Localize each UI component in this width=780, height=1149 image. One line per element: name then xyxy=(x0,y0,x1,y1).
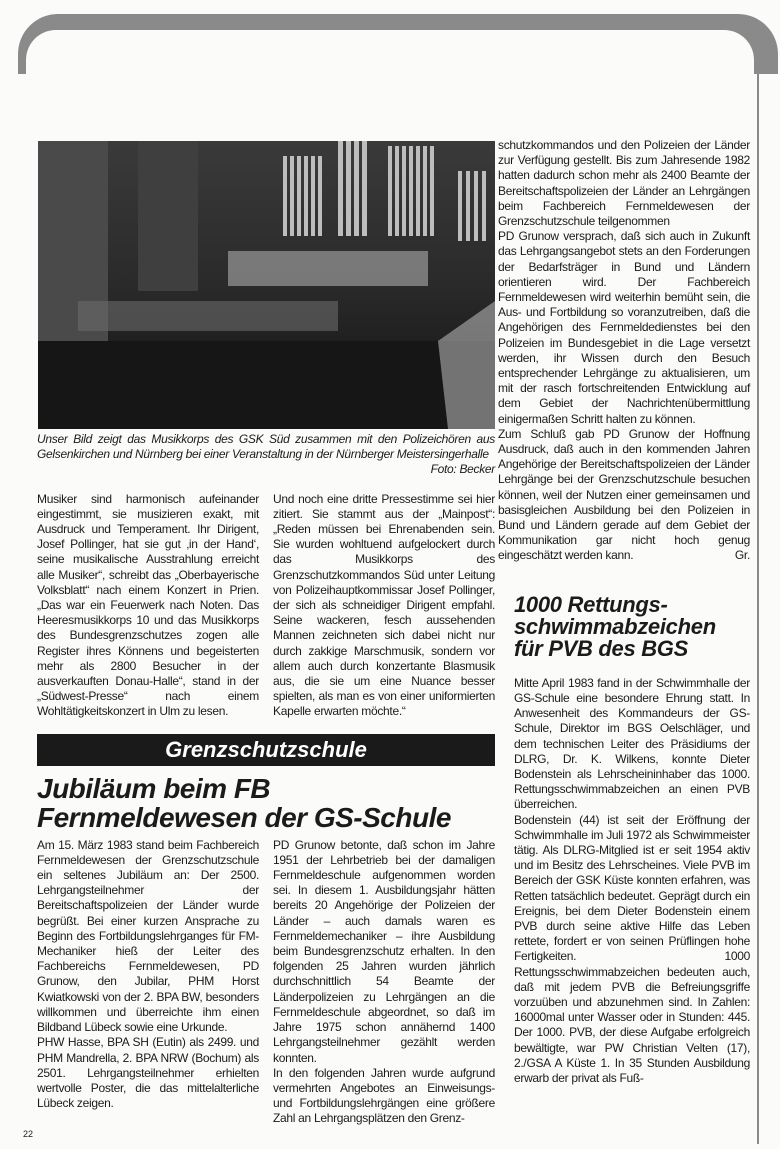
article2-column-3 xyxy=(498,138,750,564)
paragraph xyxy=(498,427,750,564)
article2-headline: Jubiläum beim FB Fernmeldewesen der GS-Schule xyxy=(37,772,451,833)
article1-column-2 xyxy=(273,492,495,720)
article3-headline: 1000 Rettungs-schwimmabzeichen für PVB des BGS xyxy=(514,591,716,661)
article2-column-2 xyxy=(273,838,495,1127)
header-inner xyxy=(26,30,754,90)
paragraph: Musiker sind harmonisch aufeinander eingestimmt, sie musizieren exakt, mit Ausdruck und Temperament. Ihr Dirigent, Josef Pollinger, hat sie gut ‚in der Hand‘, seine musikalische Ausstrahlung erreicht alle Musiker“, schreibt das „Oberbayerische Volksblatt“ nach einem Konzert in Prien. „Das war ein Feuerwerk nach Noten. Das Heeresmusikkorps 10 und das Musikkorps des Bundesgrenzschutzes zogen alle Register ihres Könnens und begeisterten mehr als 2800 Besucher in der ausverkauften Donau-Halle“, stand in der „Südwest-Presse“ nach einem Wohltätigkeitskonzert in Ulm zu lesen. xyxy=(37,491,259,719)
article1-column-1 xyxy=(37,492,259,720)
photo-credit: Foto: Becker xyxy=(430,462,495,477)
paragraph: PHW Hasse, BPA SH (Eutin) als 2499. und PHM Mandrella, 2. BPA NRW (Bochum) als 2501. Lehrgangsteilnehmer erhielten wertvolle Poster, die das mittelalterliche Lübeck zeigen. xyxy=(37,1035,259,1111)
paragraph-text: Zum Schluß gab PD Grunow der Hoffnung Ausdruck, daß auch in den kommenden Jahren Angehörige der Bereitschaftspolizeien der Länder Lehrgänge bei der Grenzschutzschule besuchen können, weil der Nutzen einer gemeinsamen und basisgleichen Ausbildung bei den Polizeien in Bund und Ländern gerade auf dem Gebiet der Kommunikation gar nicht hoch genug eingeschätzt werden kann. xyxy=(498,426,750,563)
page-border-rule xyxy=(757,50,759,1144)
paragraph: schutzkommandos und den Polizeien der Länder zur Verfügung gestellt. Bis zum Jahresende 1982 hatten dadurch schon mehr als 2400 Beamte der Bereitschaftspolizeien der Länder an Lehrgängen beim Fachbereich Fernmeldewesen der Grenzschutzschule teilgenommen xyxy=(498,138,750,229)
article3-column xyxy=(514,676,750,1086)
paragraph: Bodenstein (44) ist seit der Eröffnung der Schwimmhalle im Juli 1972 als Schwimmeister tätig. Als DLRG-Mitglied ist er seit 1954 aktiv und im Besitz des Lehrscheines. Viele PVB im Bereich der GSK Küste konnten erfahren, was Retten tatsächlich bedeutet. Geprägt durch ein Ereignis, bei dem Dieter Bodenstein einem PVB durch seine aktive Hilfe das Leben rettete, fordert er von seinen Prüflingen hohe Fertigkeiten. 1000 Rettungsschwimmabzeichen bedeuten auch, daß mit jedem PVB die Befreiungsgriffe vorzuüben und abzunehmen sind. In Zahlen: 16000mal unter Wasser oder in Stunden: 445. Der 1000. PVB, der diese Aufgabe erfolgreich bewältigte, war PW Christian Velten (17), 2./GSA A Küste 1. In 35 Stunden Ausbildung erwarb der privat als Fuß- xyxy=(514,812,750,1085)
article1 xyxy=(37,492,495,720)
paragraph: In den folgenden Jahren wurde aufgrund vermehrten Angebotes an Einweisungs- und Fortbildungslehrgängen eine größere Zahl an Lehrgangsplätzen den Grenz- xyxy=(273,1065,495,1126)
article2 xyxy=(37,838,495,1127)
article2-column-1 xyxy=(37,838,259,1127)
section-banner: Grenzschutzschule xyxy=(37,734,495,766)
paragraph: Am 15. März 1983 stand beim Fachbereich Fernmeldewesen der Grenzschutzschule ein seltenes Jubiläum an: Der 2500. Lehrgangsteilnehmer der Bereitschaftspolizeien der Länder wurde begrüßt. Bei einer kurzen Ansprache zu Beginn des Fortbildungslehrganges für FM-Mechaniker hieß der Leiter des Fachbereichs Fernmeldewesen, PD Grunow, den Jubilar, PHM Horst Kwiatkowski von der 2. BPA BW, besonders willkommen und überreichte ihm einen Bildband Lübeck sowie eine Urkunde. xyxy=(37,837,259,1035)
left-flow xyxy=(23,432,495,1149)
paragraph: PD Grunow betonte, daß schon im Jahre 1951 der Lehrbetrieb bei der damaligen Fernmeldeschule aufgenommen worden sei. In diesem 1. Ausbildungsjahr hätten bereits 20 Angehörige der Polizeien der Länder – auch damals waren es Fernmeldemechaniker – ihre Ausbildung beim Bundesgrenzschutz erhalten. In den folgenden 25 Jahren wurden jährlich durchschnittlich 54 Beamte der Länderpolizeien zu Lehrgängen an die Fernmeldeschule abgeordnet, so daß im Jahre 1975 schon annähernd 1400 Lehrgangsteilnehmer gezählt werden konnten. xyxy=(273,837,495,1065)
author-signature: Gr. xyxy=(734,548,750,563)
page-number: 22 xyxy=(23,1128,34,1139)
paragraph: Und noch eine dritte Pressestimme sei hier zitiert. Sie stammt aus der „Mainpost“: „Reden müssen bei Ehrenabenden sein. Sie wurden wohltuend aufgelockert durch das Musikkorps des Grenzschutzkommandos Süd unter Leitung von Polizeihauptkommissar Josef Pollinger, der sich als schneidiger Dirigent empfahl. Seine wackeren, fesch aussehenden Mannen zeichneten sich dabei nicht nur durch zakkige Marschmusik, sondern vor allem auch durch konzertante Blasmusik aus, die sie um eine Nuance besser spielten, als man es von einer uniformierten Kapelle erwarten möchte.“ xyxy=(273,491,495,719)
paragraph: Mitte April 1983 fand in der Schwimmhalle der GS-Schule eine besondere Ehrung statt. In Anwesenheit des Kommandeurs der GS-Schule, Direktor im BGS Oelschläger, und dem technischen Leiter des Präsidiums der DLRG, Dr. K. Wilkens, konnte Dieter Bodenstein als Lehrscheininhaber das 1000. Rettungsschwimmabzeichen an einen PVB überreichen. xyxy=(514,675,750,812)
concert-photo xyxy=(38,141,495,429)
caption-text: Unser Bild zeigt das Musikkorps des GSK Süd zusammen mit den Polizeichören aus Gelsenkirchen und Nürnberg bei einer Veranstaltung in der Nürnberger Meistersingerhalle xyxy=(37,432,495,462)
right-flow xyxy=(498,138,750,1096)
paragraph: PD Grunow versprach, daß sich auch in Zukunft das Lehrgangsangebot stets an den Forderungen der Bedarfsträger in Bund und Ländern orientieren wird. Der Fachbereich Fernmeldewesen wird weiterhin bemüht sein, die Aus- und Fortbildung so voranzutreiben, daß die Angehörigen des Fernmeldedienstes bei den Polizeien im Bundesgebiet in die Lage versetzt werden, ihr Wissen durch den Besuch entsprechender Lehrgänge zu aktualisieren, um mit der rasch fortschreitenden Entwicklung auf dem Gebiet der Nachrichtenübermittlung einigermaßen Schritt halten zu können. xyxy=(498,229,750,426)
photo-caption xyxy=(37,432,495,478)
